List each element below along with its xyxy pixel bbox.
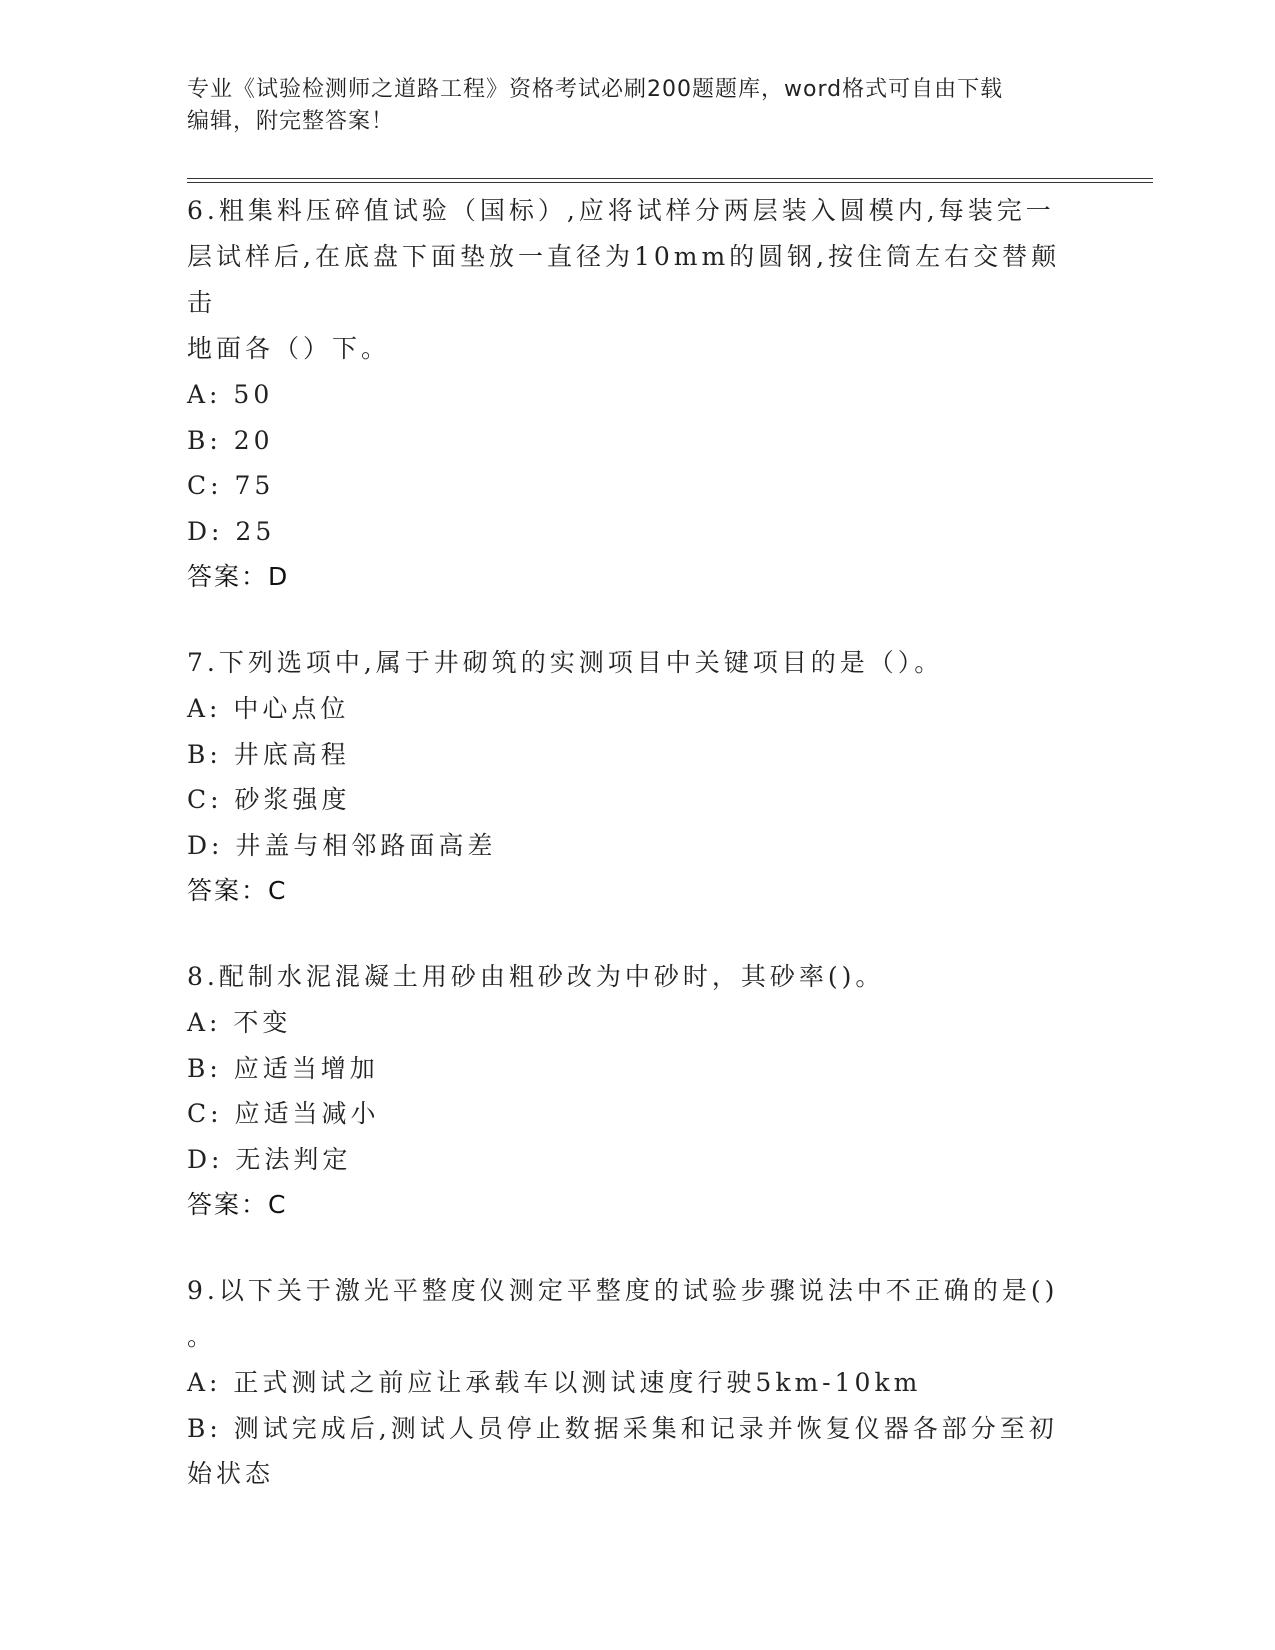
answer: 答案：D bbox=[187, 562, 290, 591]
answer: 答案：C bbox=[187, 1190, 288, 1219]
header-divider bbox=[187, 178, 1153, 183]
document-header bbox=[187, 74, 1087, 138]
question-text-line: 层试样后,在底盘下面垫放一直径为10mm的圆钢,按住筒左右交替颠击 bbox=[187, 242, 1061, 317]
option-b-continued: 始状态 bbox=[187, 1459, 275, 1488]
header-line-2: 编辑，附完整答案！ bbox=[187, 109, 395, 134]
option-a: A: 中心点位 bbox=[187, 694, 350, 723]
option-a: A: 正式测试之前应让承载车以测试速度行驶5km-10km bbox=[187, 1368, 922, 1397]
question-text-line: 8.配制水泥混凝土用砂由粗砂改为中砂时，其砂率()。 bbox=[187, 962, 885, 991]
question-list bbox=[187, 188, 1087, 1537]
header-line-1: 专业《试验检测师之道路工程》资格考试必刷200题题库，word格式可自由下载 bbox=[187, 77, 1004, 102]
option-b: B: 20 bbox=[187, 425, 274, 455]
question-text-line: 7.下列选项中,属于井砌筑的实测项目中关键项目的是（）。 bbox=[187, 648, 944, 677]
option-c: C: 应适当减小 bbox=[187, 1099, 380, 1128]
option-a: A: 不变 bbox=[187, 1008, 292, 1037]
question-7 bbox=[187, 640, 1087, 914]
question-8 bbox=[187, 954, 1087, 1228]
question-6 bbox=[187, 188, 1087, 600]
answer: 答案：C bbox=[187, 876, 288, 905]
question-text-line: 地面各（）下。 bbox=[187, 334, 391, 363]
option-b: B: 井底高程 bbox=[187, 739, 350, 769]
option-b: B: 应适当增加 bbox=[187, 1053, 379, 1083]
option-d: D: 井盖与相邻路面高差 bbox=[187, 830, 497, 860]
option-d: D: 25 bbox=[187, 516, 276, 546]
question-9 bbox=[187, 1268, 1087, 1497]
option-a: A: 50 bbox=[187, 380, 274, 409]
option-b: B: 测试完成后,测试人员停止数据采集和记录并恢复仪器各部分至初 bbox=[187, 1413, 1058, 1443]
question-text-line: 。 bbox=[187, 1322, 217, 1351]
option-c: C: 75 bbox=[187, 471, 275, 500]
question-text-line: 6.粗集料压碎值试验（国标）,应将试样分两层装入圆模内,每装完一 bbox=[187, 196, 1055, 225]
question-text-line: 9.以下关于激光平整度仪测定平整度的试验步骤说法中不正确的是() bbox=[187, 1276, 1059, 1305]
option-c: C: 砂浆强度 bbox=[187, 785, 351, 814]
option-d: D: 无法判定 bbox=[187, 1144, 352, 1174]
